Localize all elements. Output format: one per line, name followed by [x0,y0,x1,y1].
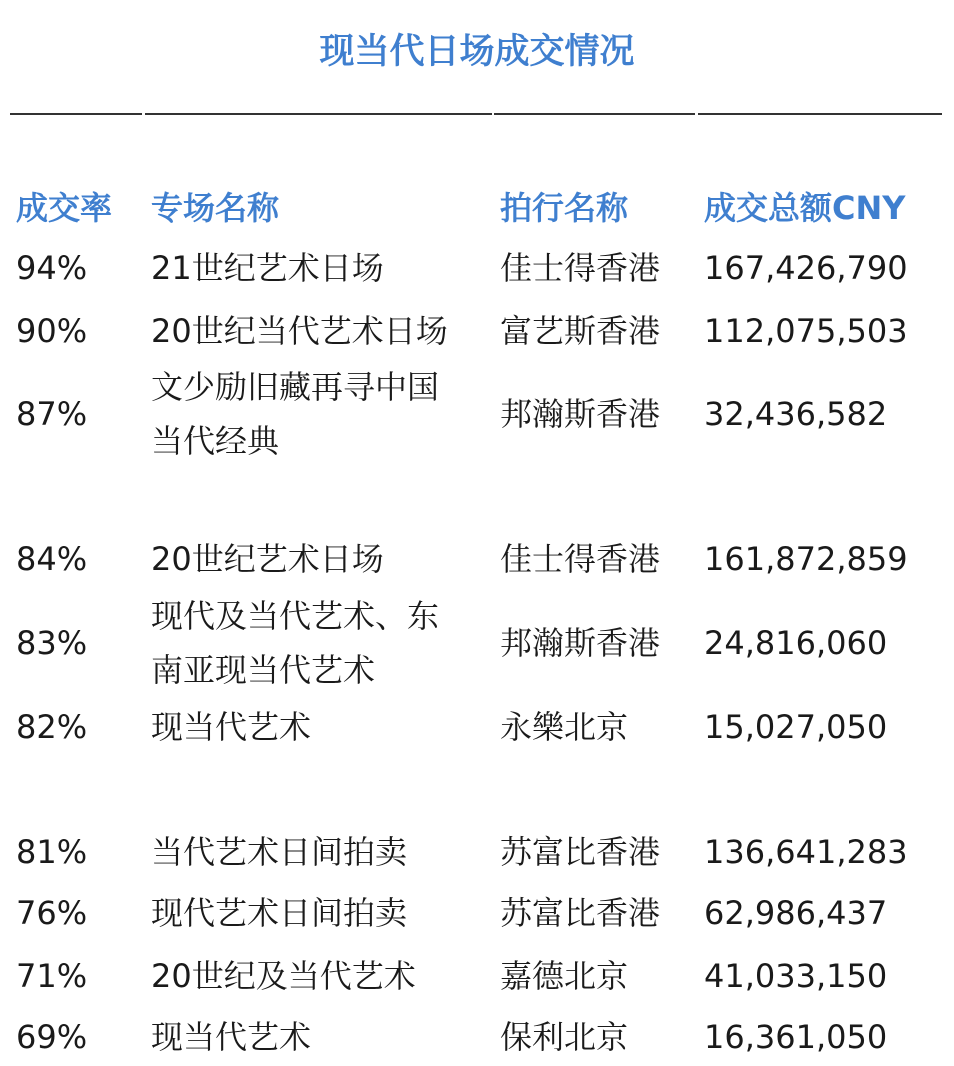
header-session: 专场名称 [151,189,280,227]
row-house: 保利北京 [500,1018,629,1056]
row-rate: 82% [16,708,88,746]
header-auction-house: 拍行名称 [500,189,629,227]
page-title: 现当代日场成交情况 [319,32,635,72]
divider-1 [10,113,142,115]
row-session-line-1: 文少励旧藏再寻中国 [151,368,440,406]
divider-2 [145,113,492,115]
row-total: 161,872,859 [704,540,908,578]
row-rate: 94% [16,249,88,287]
row-house: 苏富比香港 [500,894,661,932]
row-house: 佳士得香港 [500,249,661,287]
row-session: 20世纪及当代艺术 [151,957,416,995]
row-total: 136,641,283 [704,833,908,871]
row-total: 16,361,050 [704,1018,888,1056]
row-rate: 90% [16,312,88,350]
row-session: 当代艺术日间拍卖 [151,833,408,871]
row-house: 邦瀚斯香港 [500,395,661,433]
row-rate: 84% [16,540,88,578]
row-house: 邦瀚斯香港 [500,624,661,662]
row-total: 15,027,050 [704,708,888,746]
divider-3 [494,113,695,115]
row-total: 41,033,150 [704,957,888,995]
row-rate: 87% [16,395,88,433]
row-total: 32,436,582 [704,395,888,433]
row-session-line-1: 现代及当代艺术、东 [151,597,440,635]
divider-4 [698,113,942,115]
row-rate: 76% [16,894,88,932]
row-session: 现当代艺术 [151,708,312,746]
row-session-line-2: 南亚现当代艺术 [151,651,376,689]
header-total: 成交总额CNY [704,189,906,227]
row-rate: 81% [16,833,88,871]
row-house: 苏富比香港 [500,833,661,871]
row-house: 佳士得香港 [500,540,661,578]
row-session: 20世纪艺术日场 [151,540,384,578]
row-total: 24,816,060 [704,624,888,662]
row-house: 富艺斯香港 [500,312,661,350]
row-session: 21世纪艺术日场 [151,249,384,287]
row-session: 现当代艺术 [151,1018,312,1056]
row-session-line-2: 当代经典 [151,422,280,460]
row-total: 167,426,790 [704,249,908,287]
row-total: 112,075,503 [704,312,908,350]
row-rate: 83% [16,624,88,662]
row-house: 嘉德北京 [500,957,629,995]
row-session: 20世纪当代艺术日场 [151,312,448,350]
row-total: 62,986,437 [704,894,888,932]
row-house: 永樂北京 [500,708,629,746]
row-session: 现代艺术日间拍卖 [151,894,408,932]
row-rate: 69% [16,1018,88,1056]
row-rate: 71% [16,957,88,995]
header-rate: 成交率 [16,189,113,227]
